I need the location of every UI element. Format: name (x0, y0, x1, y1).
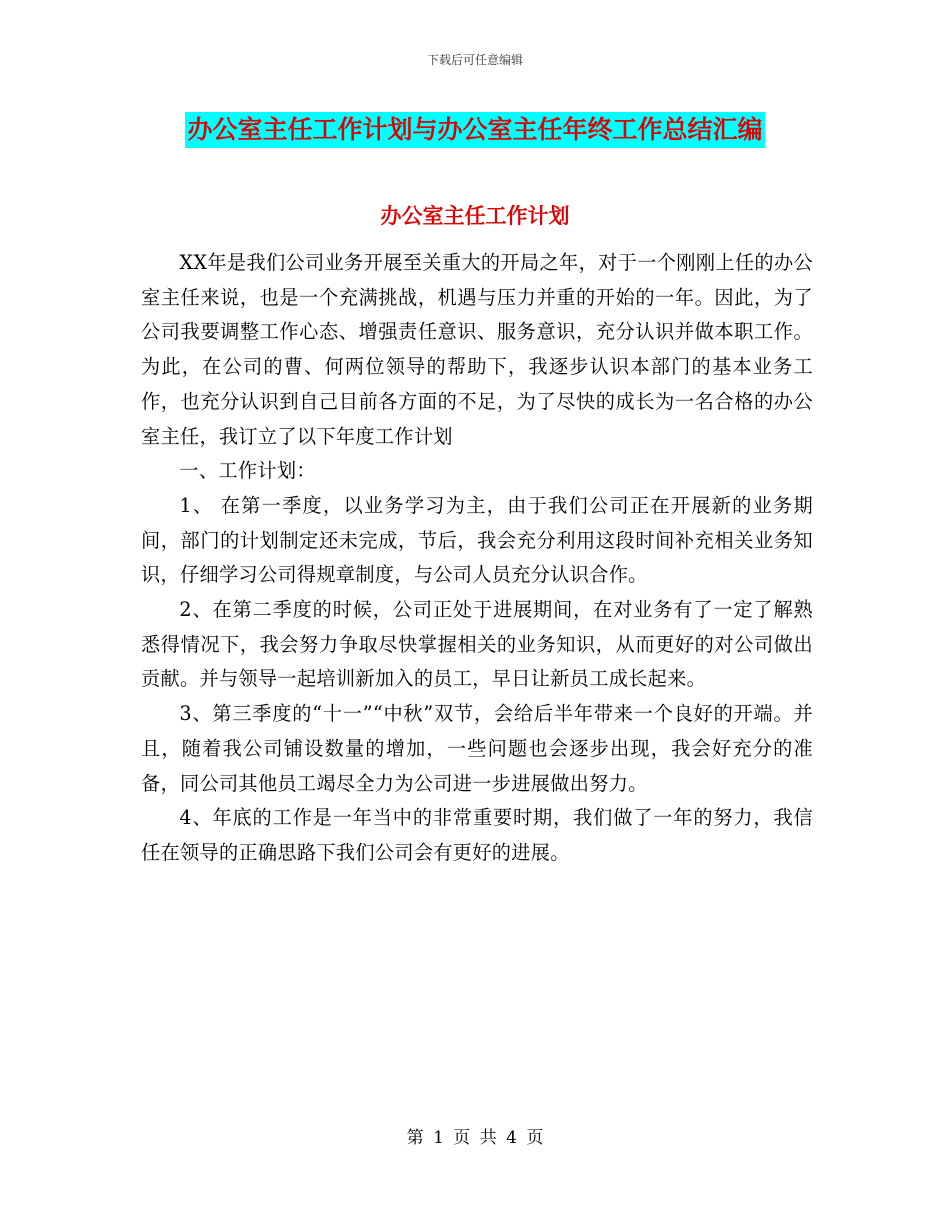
document-title-container (0, 112, 950, 148)
page-header-note: 下载后可任意编辑 (426, 53, 523, 67)
plan-item-q3: 3、第三季度的“十一”“中秋”双节，会给后半年带来一个良好的开端。并且，随着我公司铺设数量的增加，一些问题也会逐步出现，我会好充分的准备，同公司其他员工竭尽全力为公司进一步进展做出努力。 (141, 702, 813, 795)
plan-item-q1: 1、 在第一季度，以业务学习为主，由于我们公司正在开展新的业务期间，部门的计划制定还未完成，节后，我会充分利用这段时间补充相关业务知识，仔细学习公司得规章制度，与公司人员充分认识合作。 (141, 493, 813, 587)
document-title: 办公室主任工作计划与办公室主任年终工作总结汇编 (185, 112, 764, 148)
intro-paragraph: XX年是我们公司业务开展至关重大的开局之年，对于一个刚刚上任的办公室主任来说，也是一个充满挑战，机遇与压力并重的开始的一年。因此，为了公司我要调整工作心态、增强责任意识、服务意识，充分认识并做本职工作。为此，在公司的曹、何两位领导的帮助下，我逐步认识本部门的基本业务工作，也充分认识到自己目前各方面的不足，为了尽快的成长为一名合格的办公室主任，我订立了以下年度工作计划 (141, 251, 813, 448)
plan-item-q2: 2、在第二季度的时候，公司正处于进展期间，在对业务有了一定了解熟悉得情况下，我会努力争取尽快掌握相关的业务知识，从而更好的对公司做出贡献。并与领导一起培训新加入的员工，早日让新员工成长起来。 (141, 598, 813, 691)
work-plan-heading: 一、工作计划： (179, 459, 316, 483)
plan-item-year-end: 4、年底的工作是一年当中的非常重要时期，我们做了一年的努力，我信任在领导的正确思路下我们公司会有更好的进展。 (141, 806, 813, 864)
section-heading: 办公室主任工作计划 (380, 203, 570, 228)
document-body (141, 246, 813, 871)
page-number-footer: 第 1 页 共 4 页 (406, 1128, 544, 1148)
